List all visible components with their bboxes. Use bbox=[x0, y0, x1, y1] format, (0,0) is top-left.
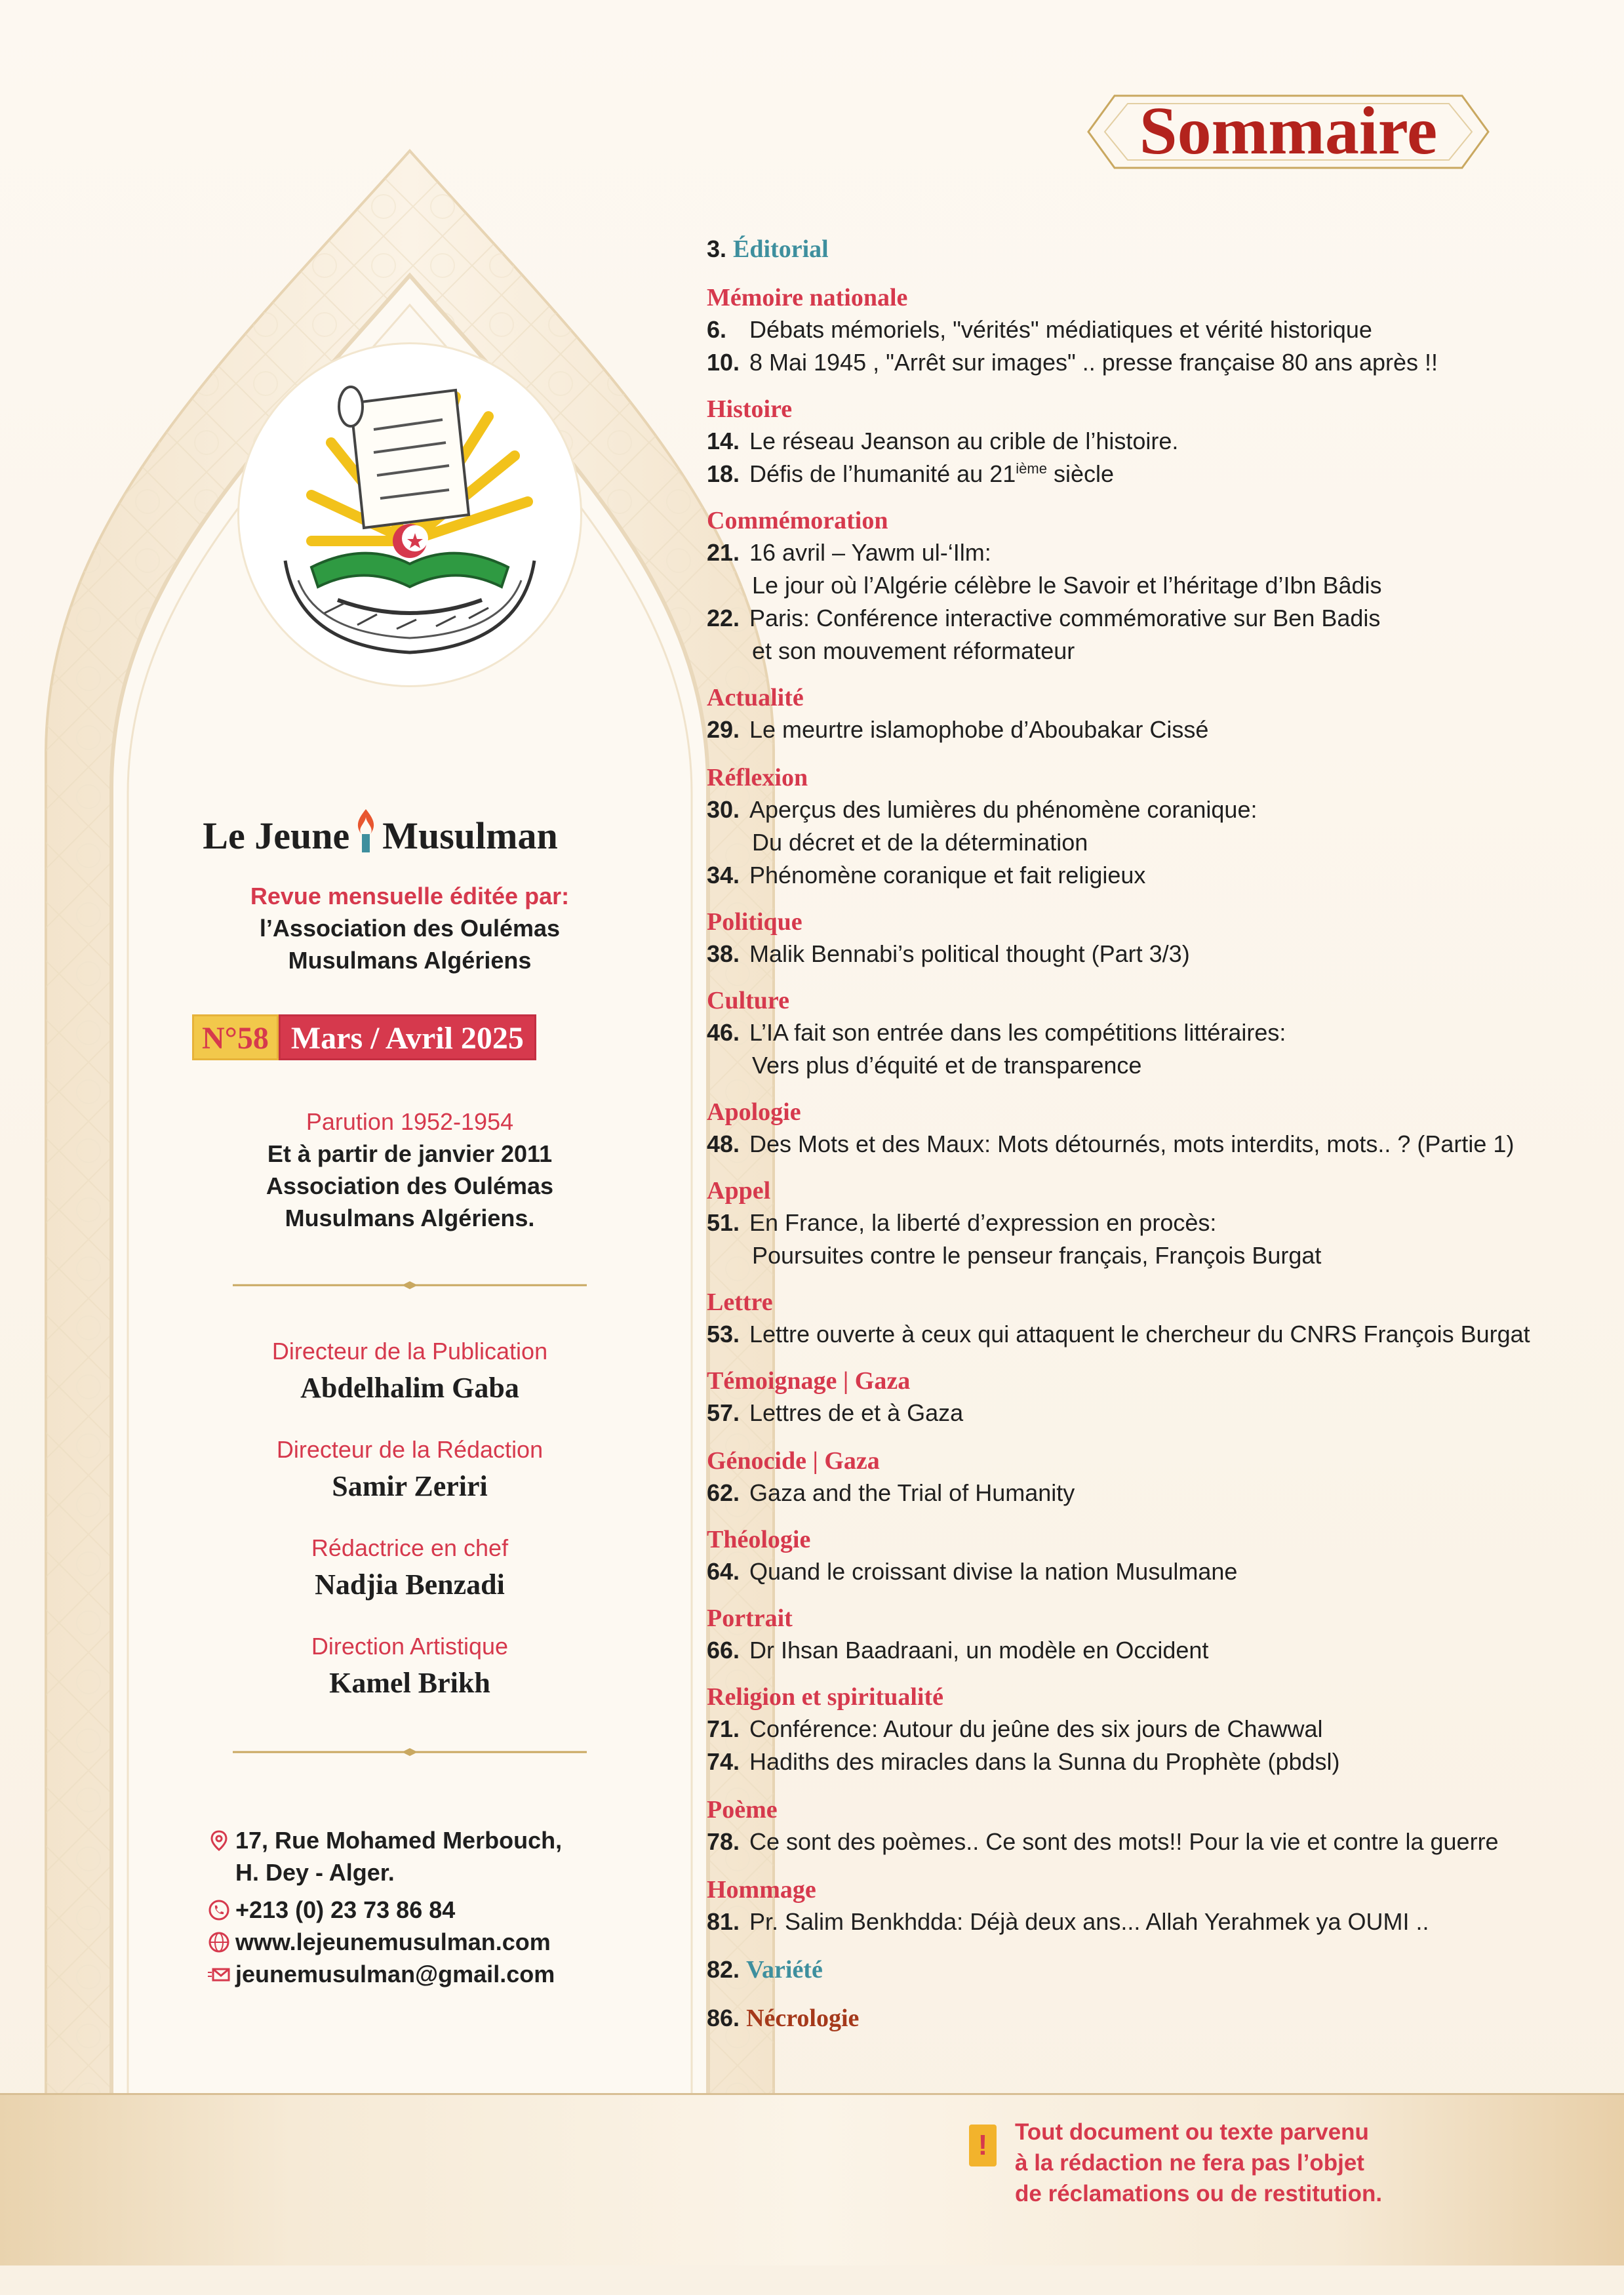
section-apologie: Apologie bbox=[707, 1098, 801, 1126]
entry-title: Défis de l’humanité au 21 bbox=[749, 460, 1016, 487]
entry-num: 53. bbox=[707, 1321, 740, 1347]
email-link[interactable]: jeunemusulman@gmail.com bbox=[235, 1961, 555, 1987]
parution-line3: Association des Oulémas bbox=[266, 1172, 554, 1199]
entry-title: Quand le croissant divise la nation Musulmane bbox=[749, 1558, 1238, 1585]
toc-entry-51[interactable] bbox=[707, 1209, 1216, 1237]
ornament-divider bbox=[233, 1281, 587, 1289]
entry-title: 16 avril – Yawm ul-‘Ilm: bbox=[749, 539, 991, 566]
section-hommage: Hommage bbox=[707, 1876, 816, 1904]
section-temoignage: Témoignage | Gaza bbox=[707, 1367, 911, 1395]
toc-entry-21-cont: Le jour où l’Algérie célèbre le Savoir et l’héritage d’Ibn Bâdis bbox=[752, 572, 1382, 599]
location-pin-icon bbox=[208, 1827, 230, 1850]
entry-title: Paris: Conférence interactive commémorative sur Ben Badis bbox=[749, 605, 1381, 631]
parution-line2: Et à partir de janvier 2011 bbox=[267, 1140, 553, 1167]
toc-entry-81[interactable] bbox=[707, 1908, 1429, 1936]
toc-entry-51-cont: Poursuites contre le penseur français, François Burgat bbox=[752, 1242, 1322, 1269]
toc-entry-57[interactable] bbox=[707, 1399, 963, 1427]
section-politique: Politique bbox=[707, 908, 802, 936]
entry-num: 62. bbox=[707, 1479, 740, 1506]
entry-num: 66. bbox=[707, 1637, 740, 1664]
publisher-line2: l’Association des Oulémas bbox=[259, 915, 561, 942]
crescent-star-icon bbox=[393, 524, 428, 558]
notice-line2: à la rédaction ne fera pas l’objet bbox=[1015, 2150, 1364, 2176]
globe-icon bbox=[208, 1929, 230, 1951]
toc-variete-label: Variété bbox=[746, 1956, 823, 1984]
toc-entry-74[interactable] bbox=[707, 1748, 1340, 1776]
entry-title: Conférence: Autour du jeûne des six jours de Chawwal bbox=[749, 1715, 1323, 1742]
entry-title: Le meurtre islamophobe d’Aboubakar Cissé bbox=[749, 716, 1209, 743]
brand-right: Musulman bbox=[382, 814, 558, 857]
toc-entry-53[interactable] bbox=[707, 1321, 1530, 1348]
toc-entry-71[interactable] bbox=[707, 1715, 1323, 1743]
staff-role-4: Direction Artistique bbox=[311, 1633, 509, 1660]
title-banner bbox=[1075, 83, 1501, 181]
toc-necro-label: Nécrologie bbox=[746, 2005, 860, 2032]
entry-title: Pr. Salim Benkhdda: Déjà deux ans... Allah Yerahmek ya OUMI .. bbox=[749, 1908, 1429, 1935]
magazine-brand bbox=[151, 808, 610, 858]
entry-num: 29. bbox=[707, 716, 740, 743]
staff-role-1: Directeur de la Publication bbox=[271, 1338, 548, 1365]
toc-entry-22[interactable] bbox=[707, 605, 1380, 632]
footer-notice bbox=[1015, 2117, 1487, 2209]
entry-num: 71. bbox=[707, 1715, 740, 1742]
entry-num: 10. bbox=[707, 349, 740, 376]
entry-num: 48. bbox=[707, 1130, 740, 1157]
entry-num: 22. bbox=[707, 605, 740, 631]
toc-entry-21[interactable] bbox=[707, 539, 991, 567]
issue-badge bbox=[192, 1014, 536, 1060]
phone-row bbox=[208, 1894, 562, 1926]
entry-num: 81. bbox=[707, 1908, 740, 1935]
parution-block bbox=[151, 1106, 669, 1234]
toc-entry-18[interactable] bbox=[707, 460, 1114, 488]
section-lettre: Lettre bbox=[707, 1288, 773, 1316]
parution-line1: Parution 1952-1954 bbox=[306, 1108, 514, 1135]
toc-necrologie[interactable] bbox=[707, 2004, 859, 2033]
entry-title: Débats mémoriels, "vérités" médiatiques et vérité historique bbox=[749, 316, 1372, 343]
torch-flame-icon bbox=[351, 808, 381, 854]
issue-number: N°58 bbox=[192, 1014, 279, 1060]
section-culture: Culture bbox=[707, 987, 789, 1014]
warning-icon: ! bbox=[969, 2125, 997, 2166]
toc-entry-46[interactable] bbox=[707, 1019, 1286, 1047]
entry-num: 51. bbox=[707, 1209, 740, 1236]
entry-title: Le réseau Jeanson au crible de l’histoire. bbox=[749, 428, 1179, 454]
entry-num: 30. bbox=[707, 796, 740, 823]
page-title: Sommaire bbox=[1139, 93, 1438, 169]
entry-title: Lettres de et à Gaza bbox=[749, 1399, 964, 1426]
entry-num: 78. bbox=[707, 1828, 740, 1855]
entry-num: 64. bbox=[707, 1558, 740, 1585]
toc-editorial-label: Éditorial bbox=[733, 235, 829, 263]
entry-title: Gaza and the Trial of Humanity bbox=[749, 1479, 1075, 1506]
entry-title: Dr Ihsan Baadraani, un modèle en Occident bbox=[749, 1637, 1209, 1664]
toc-entry-6[interactable] bbox=[707, 316, 1372, 344]
entry-title: Des Mots et des Maux: Mots détournés, mots interdits, mots.. ? (Partie 1) bbox=[749, 1130, 1515, 1157]
toc-entry-66[interactable] bbox=[707, 1637, 1208, 1664]
staff-name-3: Nadjia Benzadi bbox=[315, 1568, 505, 1601]
phone-number: +213 (0) 23 73 86 84 bbox=[235, 1896, 456, 1923]
section-reflexion: Réflexion bbox=[707, 764, 808, 791]
section-memoire: Mémoire nationale bbox=[707, 284, 908, 311]
parution-line4: Musulmans Algériens. bbox=[285, 1205, 535, 1231]
email-icon bbox=[208, 1961, 230, 1984]
section-genocide: Génocide | Gaza bbox=[707, 1447, 880, 1475]
section-actualite: Actualité bbox=[707, 684, 804, 711]
toc-entry-38[interactable] bbox=[707, 940, 1190, 968]
brand-left: Le Jeune bbox=[203, 814, 350, 857]
toc-entry-14[interactable] bbox=[707, 428, 1178, 455]
website-row bbox=[208, 1926, 562, 1958]
entry-num: 6. bbox=[707, 316, 727, 343]
toc-entry-34[interactable] bbox=[707, 862, 1145, 889]
toc-editorial[interactable] bbox=[707, 235, 829, 264]
toc-entry-78[interactable] bbox=[707, 1828, 1499, 1856]
phone-icon bbox=[208, 1897, 230, 1919]
association-logo bbox=[239, 344, 580, 685]
contact-block bbox=[208, 1824, 562, 1990]
entry-title-end: siècle bbox=[1046, 460, 1114, 487]
toc-entry-62[interactable] bbox=[707, 1479, 1075, 1507]
notice-line3: de réclamations ou de restitution. bbox=[1015, 2181, 1383, 2206]
publisher-line1: Revue mensuelle éditée par: bbox=[250, 883, 570, 909]
toc-variete-num: 82. bbox=[707, 1956, 740, 1983]
staff-name-4: Kamel Brikh bbox=[329, 1667, 490, 1699]
entry-num: 34. bbox=[707, 862, 740, 888]
section-poeme: Poème bbox=[707, 1796, 778, 1824]
section-appel: Appel bbox=[707, 1177, 771, 1205]
entry-title: Phénomène coranique et fait religieux bbox=[749, 862, 1146, 888]
address-row bbox=[208, 1824, 562, 1856]
entry-num: 57. bbox=[707, 1399, 740, 1426]
staff-block bbox=[151, 1335, 669, 1700]
publisher-line3: Musulmans Algériens bbox=[288, 947, 532, 974]
section-religion: Religion et spiritualité bbox=[707, 1683, 943, 1711]
toc-entry-22-cont: et son mouvement réformateur bbox=[752, 637, 1075, 664]
toc-entry-64[interactable] bbox=[707, 1558, 1237, 1586]
ornament-divider-2 bbox=[233, 1748, 587, 1756]
toc-entry-30-cont: Du décret et de la détermination bbox=[752, 829, 1088, 856]
toc-entry-46-cont: Vers plus d’équité et de transparence bbox=[752, 1052, 1142, 1079]
entry-title: Lettre ouverte à ceux qui attaquent le chercheur du CNRS François Burgat bbox=[749, 1321, 1530, 1347]
address-line1: 17, Rue Mohamed Merbouch, bbox=[235, 1827, 563, 1854]
staff-role-3: Rédactrice en chef bbox=[311, 1534, 509, 1561]
entry-title: L’IA fait son entrée dans les compétitions littéraires: bbox=[749, 1019, 1286, 1046]
entry-sup: ième bbox=[1016, 460, 1047, 477]
entry-num: 14. bbox=[707, 428, 740, 454]
staff-name-1: Abdelhalim Gaba bbox=[300, 1372, 519, 1404]
section-commemoration: Commémoration bbox=[707, 507, 888, 534]
entry-title: En France, la liberté d’expression en procès: bbox=[749, 1209, 1217, 1236]
entry-title: 8 Mai 1945 , "Arrêt sur images" .. presse française 80 ans après !! bbox=[749, 349, 1438, 376]
entry-num: 38. bbox=[707, 940, 740, 967]
entry-title: Aperçus des lumières du phénomène coranique: bbox=[749, 796, 1258, 823]
address-line2: H. Dey - Alger. bbox=[235, 1859, 395, 1886]
section-theologie: Théologie bbox=[707, 1526, 811, 1553]
entry-title: Ce sont des poèmes.. Ce sont des mots!! Pour la vie et contre la guerre bbox=[749, 1828, 1499, 1855]
notice-line1: Tout document ou texte parvenu bbox=[1015, 2119, 1369, 2145]
section-portrait: Portrait bbox=[707, 1605, 793, 1632]
toc-entry-29[interactable] bbox=[707, 716, 1208, 744]
publisher-block bbox=[151, 880, 669, 976]
toc-editorial-num: 3. bbox=[707, 235, 727, 262]
website-link[interactable]: www.lejeunemusulman.com bbox=[235, 1928, 551, 1955]
section-histoire: Histoire bbox=[707, 395, 793, 423]
toc-variete[interactable] bbox=[707, 1955, 823, 1984]
toc-necro-num: 86. bbox=[707, 2005, 740, 2031]
email-row bbox=[208, 1958, 562, 1990]
issue-date: Mars / Avril 2025 bbox=[279, 1014, 536, 1060]
toc-entry-10[interactable] bbox=[707, 349, 1438, 376]
staff-name-2: Samir Zeriri bbox=[332, 1470, 488, 1502]
entry-num: 21. bbox=[707, 539, 740, 566]
entry-title: Hadiths des miracles dans la Sunna du Prophète (pbdsl) bbox=[749, 1748, 1340, 1775]
staff-role-2: Directeur de la Rédaction bbox=[276, 1436, 544, 1463]
toc-entry-48[interactable] bbox=[707, 1130, 1514, 1158]
toc-entry-30[interactable] bbox=[707, 796, 1257, 824]
entry-num: 46. bbox=[707, 1019, 740, 1046]
entry-num: 18. bbox=[707, 460, 740, 487]
entry-title: Malik Bennabi’s political thought (Part 3/3) bbox=[749, 940, 1190, 967]
scroll-icon bbox=[339, 387, 469, 528]
entry-num: 74. bbox=[707, 1748, 740, 1775]
